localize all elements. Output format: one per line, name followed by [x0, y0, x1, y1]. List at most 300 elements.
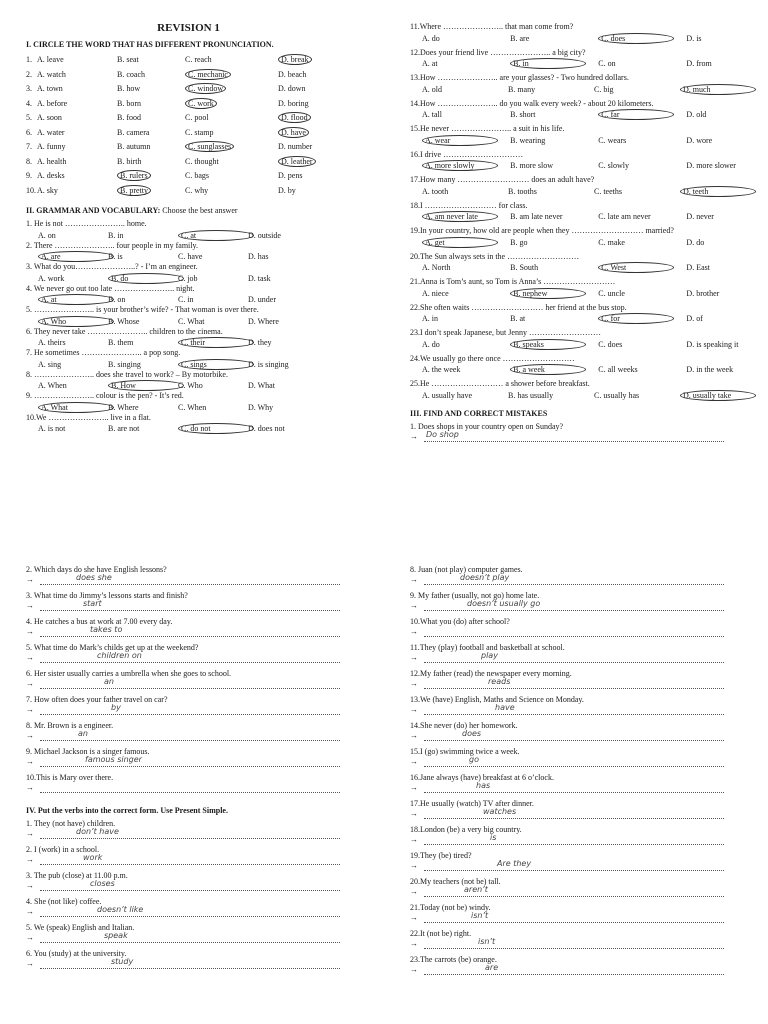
option: [278, 111, 338, 126]
option: [178, 230, 248, 241]
option-text: D. of: [686, 314, 703, 323]
option-text: D. boring: [278, 98, 309, 108]
arrow-icon: →: [26, 705, 34, 714]
option-text: B. are: [510, 33, 530, 43]
answer-options: [410, 58, 750, 69]
option: [508, 186, 594, 197]
option-text: D. brother: [686, 288, 720, 298]
option-text: B. birth: [117, 156, 142, 166]
exercise-item: [410, 851, 745, 874]
question-text: 17.How many ……………………… does an adult have?: [410, 175, 595, 184]
exercise-question: 4. He catches a bus at work at 7.00 every day.: [26, 617, 173, 626]
option-text: B. South: [510, 263, 539, 272]
arrow-icon: →: [26, 757, 34, 766]
arrow-icon: →: [410, 705, 418, 714]
exercise-question: 16.Jane always (have) breakfast at 6 o’clock.: [410, 773, 554, 782]
option: [117, 68, 185, 83]
answer-line: [26, 959, 356, 972]
option-text: B. them: [108, 338, 134, 347]
section4-list: [26, 819, 356, 972]
answer-options: [26, 316, 351, 327]
answer-line: [410, 627, 745, 640]
exercise-item: [410, 591, 745, 614]
section3-right-list: [410, 565, 745, 978]
section3-left-list: [26, 565, 356, 796]
option: [38, 337, 108, 348]
option-text: A. usually have: [422, 390, 472, 400]
exercise-question: 18.London (be) a very big country.: [410, 825, 522, 834]
option-text: A. tall: [422, 110, 442, 119]
item-number: 7.: [26, 142, 32, 151]
handwritten-answer: study: [111, 957, 134, 966]
exercise-item: [410, 695, 745, 718]
option-text: B. autumn: [117, 142, 151, 151]
option-text: B. has usually: [508, 390, 554, 400]
pronunciation-row: [26, 155, 351, 170]
option-text: C. What: [178, 316, 205, 326]
option: [510, 160, 598, 171]
section4-title: IV. Put the verbs into the correct form. Use Present Simple.: [26, 806, 228, 815]
option: [422, 364, 510, 375]
option: [185, 53, 278, 68]
answer-line: [26, 679, 356, 692]
option: [278, 82, 338, 97]
handwritten-answer: start: [83, 599, 102, 608]
option: [686, 211, 750, 222]
option: [510, 288, 598, 299]
answer-options: [26, 337, 351, 348]
option-text: B. go: [510, 237, 528, 247]
option: [594, 84, 680, 95]
answer-options: [410, 288, 750, 299]
answer-line: [410, 809, 745, 822]
option-text: A. work: [38, 273, 65, 283]
option: [185, 126, 278, 141]
option: [598, 262, 686, 273]
option-text: C. make: [598, 237, 625, 247]
option: [278, 184, 338, 199]
question-text: 10.We ………………….. live in a flat.: [26, 412, 151, 422]
answer-line: [26, 783, 356, 796]
option-text: C. bags: [185, 171, 209, 180]
option: [422, 211, 510, 222]
item-number: 1.: [26, 55, 32, 64]
circled-option: C. at: [178, 230, 254, 241]
option: [37, 140, 117, 155]
option-text: B. in: [108, 230, 124, 240]
option-text: D. Where: [248, 316, 279, 326]
option-text: A. health: [37, 156, 67, 166]
answer-options: [410, 84, 750, 95]
exercise-question: 7. How often does your father travel on car?: [26, 695, 168, 704]
answer-line: [410, 575, 745, 588]
answer-line: [410, 861, 745, 874]
option-text: D. is singing: [248, 359, 289, 369]
option-text: D. from: [686, 59, 712, 68]
option-text: C. in: [178, 295, 194, 304]
option: [37, 111, 117, 126]
option: [185, 140, 278, 155]
option-text: A. in: [422, 314, 438, 323]
exercise-question: 3. The pub (close) at 11.00 p.m.: [26, 871, 128, 880]
dotted-line: [40, 784, 340, 793]
answer-options: [410, 33, 750, 44]
exercise-question: 9. Michael Jackson is a singer famous.: [26, 747, 150, 756]
option: [422, 288, 510, 299]
option-text: C. When: [178, 402, 207, 412]
exercise-item: [410, 903, 745, 926]
answer-line: [410, 601, 745, 614]
option-text: D. down: [278, 84, 306, 93]
arrow-icon: →: [410, 913, 418, 922]
arrow-icon: →: [26, 907, 34, 916]
option-text: A. leave: [37, 55, 64, 64]
option: [686, 339, 750, 350]
exercise-item: [410, 773, 745, 796]
option: [598, 364, 686, 375]
option: [510, 262, 598, 273]
dotted-line: [424, 784, 724, 793]
option: [510, 237, 598, 248]
option-text: C. Who: [178, 381, 203, 390]
arrow-icon: →: [410, 783, 418, 792]
option: [178, 337, 248, 348]
exercise-item: [26, 721, 356, 744]
exercise-item: [410, 799, 745, 822]
answer-options: [26, 380, 351, 391]
exercise-item: [410, 825, 745, 848]
section3-title: III. FIND AND CORRECT MISTAKES: [410, 408, 548, 418]
arrow-icon: →: [26, 601, 34, 610]
option-text: B. at: [510, 314, 526, 323]
option: [686, 109, 750, 120]
arrow-icon: →: [410, 431, 418, 441]
answer-options: [410, 160, 750, 171]
option: [598, 160, 686, 171]
arrow-icon: →: [26, 881, 34, 890]
handwritten-answer: reads: [488, 677, 511, 686]
circled-option: C. window: [185, 83, 226, 94]
option-text: B. tooths: [508, 186, 537, 196]
section3-first-item: [410, 422, 750, 445]
option: [598, 237, 686, 248]
option-text: A. sing: [38, 359, 62, 369]
dotted-line: [424, 680, 724, 689]
pronunciation-row: [26, 68, 351, 83]
arrow-icon: →: [26, 679, 34, 688]
option-text: B. camera: [117, 127, 150, 137]
option: [178, 402, 248, 413]
dotted-line: [424, 810, 724, 819]
option-text: B. many: [508, 84, 536, 94]
option: [117, 82, 185, 97]
option-text: C. thought: [185, 156, 219, 166]
option: [37, 53, 117, 68]
top-right-column: [410, 22, 750, 448]
option-text: B. born: [117, 98, 141, 108]
handwritten-answer: speak: [104, 931, 128, 940]
circled-option: C. mechanic: [185, 69, 231, 80]
option-text: A. do: [422, 33, 440, 43]
dotted-line: [424, 940, 724, 949]
answer-options: [410, 109, 750, 120]
option: [117, 126, 185, 141]
page-title: REVISION 1: [157, 22, 220, 34]
dotted-line: [40, 908, 340, 917]
circled-option: D. flood: [278, 112, 311, 123]
option: [422, 58, 510, 69]
exercise-question: 1. They (not have) children.: [26, 819, 116, 828]
question-text: 5. ………………….. is your brother’s wife? - That woman is over there.: [26, 305, 259, 314]
exercise-question: 8. Mr. Brown is a engineer.: [26, 721, 114, 730]
option-text: C. job: [178, 273, 198, 283]
exercise-item: [26, 617, 356, 640]
option: [117, 169, 185, 184]
pronunciation-row: [26, 111, 351, 126]
arrow-icon: →: [410, 835, 418, 844]
answer-line: [26, 933, 356, 946]
option: [278, 97, 338, 112]
answer-options: [410, 135, 750, 146]
option-text: B. short: [510, 110, 536, 119]
arrow-icon: →: [410, 809, 418, 818]
handwritten-answer: Are they: [497, 859, 532, 868]
option: [278, 126, 338, 141]
option: [422, 339, 510, 350]
dotted-line: [40, 934, 340, 943]
circled-option: B. do: [108, 273, 184, 284]
answer-line: [410, 965, 745, 978]
answer-options: [26, 230, 351, 241]
option: [278, 53, 338, 68]
option-text: D. under: [248, 295, 276, 304]
option-text: B. is: [108, 252, 123, 261]
question-text: 1. He is not ………………….. home.: [26, 219, 147, 228]
option-text: D. beach: [278, 69, 307, 79]
option-text: B. singing: [108, 359, 141, 369]
option-text: B. wearing: [510, 135, 546, 145]
exercise-question: 5. We (speak) English and Italian.: [26, 923, 135, 932]
option-text: A. sky: [37, 185, 58, 195]
option: [108, 273, 178, 284]
option-text: B. Whose: [108, 316, 140, 326]
option-text: D. outside: [248, 230, 281, 240]
answer-options: [410, 237, 750, 248]
exercise-question: 6. You (study) at the university.: [26, 949, 127, 958]
exercise-question: 12.My father (read) the newspaper every morning.: [410, 669, 572, 678]
exercise-item: [410, 422, 750, 445]
exercise-item: [410, 617, 745, 640]
option: [686, 262, 750, 273]
dotted-line: [424, 836, 724, 845]
option-text: B. on: [108, 295, 126, 304]
option-text: C. late am never: [598, 212, 651, 221]
item-number: 3.: [26, 84, 32, 93]
option: [178, 423, 248, 434]
handwritten-answer: isn’t: [471, 911, 489, 920]
question-text: 12.Does your friend live ………………….. a big city?: [410, 47, 586, 57]
circled-option: B. speaks: [510, 339, 586, 350]
answer-line: [26, 601, 356, 614]
circled-option: D. much: [680, 84, 756, 95]
question-text: 9. ………………….. colour is the pen? - It’s red.: [26, 391, 184, 400]
exercise-question: 22.It (not be) right.: [410, 929, 472, 938]
answer-line: [410, 835, 745, 848]
exercise-item: [410, 747, 745, 770]
exercise-question: 2. Which days do she have English lessons?: [26, 565, 167, 574]
option: [686, 313, 750, 324]
answer-options: [26, 359, 351, 370]
option: [117, 53, 185, 68]
option: [686, 160, 750, 171]
option-text: C. big: [594, 84, 614, 94]
option-text: D. pens: [278, 171, 303, 180]
circled-option: C. their: [178, 337, 254, 348]
circled-option: C. do not: [178, 423, 254, 434]
arrow-icon: →: [410, 757, 418, 766]
option: [510, 135, 598, 146]
exercise-item: [26, 695, 356, 718]
exercise-item: [26, 949, 356, 972]
option: [38, 380, 108, 391]
option: [185, 155, 278, 170]
question-text: 6. They never take ………………….. children to the cinema.: [26, 326, 223, 336]
circled-option: D. teeth: [680, 186, 756, 197]
option: [422, 135, 510, 146]
option: [178, 359, 248, 370]
exercise-item: [26, 845, 356, 868]
arrow-icon: →: [26, 783, 34, 792]
dotted-line: [424, 654, 724, 663]
option-text: D. is: [686, 33, 702, 43]
option: [185, 184, 278, 199]
answer-line: [410, 887, 745, 900]
option: [508, 390, 594, 401]
option-text: B. how: [117, 84, 141, 93]
option: [598, 109, 686, 120]
option: [178, 273, 248, 284]
dotted-line: [424, 628, 724, 637]
option-text: B. more slow: [510, 161, 554, 170]
option-text: B. coach: [117, 69, 145, 79]
option: [185, 111, 278, 126]
question-text: 3. What do you…………………..? - I’m an engineer.: [26, 262, 198, 271]
option-text: B. food: [117, 113, 141, 122]
dotted-line: [40, 680, 340, 689]
option: [178, 380, 248, 391]
option: [248, 359, 318, 370]
option: [248, 380, 318, 391]
arrow-icon: →: [26, 855, 34, 864]
exercise-question: 9. My father (usually, not go) home late.: [410, 591, 540, 600]
option-text: D. they: [248, 338, 272, 347]
handwritten-answer: by: [111, 703, 121, 712]
option: [38, 359, 108, 370]
handwritten-answer: go: [469, 755, 479, 764]
circled-option: D. usually take: [680, 390, 756, 401]
option: [108, 359, 178, 370]
option: [38, 316, 108, 327]
exercise-question: 5. What time do Mark’s childs get up at the weekend?: [26, 643, 199, 652]
arrow-icon: →: [26, 829, 34, 838]
option-text: C. uncle: [598, 288, 625, 298]
exercise-item: [26, 923, 356, 946]
option: [108, 337, 178, 348]
option-text: A. North: [422, 263, 451, 272]
option-text: B. seat: [117, 55, 139, 64]
option: [117, 184, 185, 199]
option: [686, 33, 750, 44]
handwritten-answer: isn’t: [478, 937, 496, 946]
exercise-question: 10.What you (do) after school?: [410, 617, 510, 626]
answer-line: [410, 731, 745, 744]
option: [248, 251, 318, 262]
option-text: D. What: [248, 381, 275, 390]
circled-option: C. far: [598, 109, 674, 120]
question-text: 2. There ………………….. four people in my family.: [26, 240, 198, 250]
option: [598, 339, 686, 350]
option: [38, 402, 108, 413]
circled-option: D. have: [278, 127, 309, 138]
option: [108, 402, 178, 413]
handwritten-answer: famous singer: [85, 755, 142, 764]
option-text: A. before: [37, 98, 68, 108]
circled-option: A. more slowly: [422, 160, 498, 171]
circled-option: A. get: [422, 237, 498, 248]
exercise-item: [26, 773, 356, 796]
question-text: 25.He ……………………… a shower before breakfast.: [410, 379, 590, 388]
pronunciation-row: [26, 97, 351, 112]
option: [510, 109, 598, 120]
option-text: C. have: [178, 252, 203, 261]
option: [108, 251, 178, 262]
exercise-item: [410, 669, 745, 692]
circled-option: C. work: [185, 98, 217, 109]
exercise-item: [26, 819, 356, 842]
arrow-icon: →: [26, 575, 34, 584]
arrow-icon: →: [410, 601, 418, 610]
option: [38, 230, 108, 241]
answer-options: [410, 186, 750, 197]
answer-line: [26, 855, 356, 868]
item-number: 2.: [26, 69, 32, 79]
option-text: A. water: [37, 127, 65, 137]
option: [422, 84, 508, 95]
handwritten-answer: doesn’t usually go: [467, 599, 541, 608]
circled-option: A. Who: [38, 316, 114, 327]
option-text: A. soon: [37, 113, 62, 122]
answer-line: [26, 829, 356, 842]
circled-option: D. break: [278, 54, 312, 65]
section2-list: [26, 219, 351, 434]
exercise-question: 2. I (work) in a school.: [26, 845, 100, 854]
option: [680, 84, 750, 95]
option-text: C. on: [598, 59, 616, 68]
option: [422, 237, 510, 248]
question-text: 13.How ………………….. are your glasses? - Two hundred dollars.: [410, 73, 629, 82]
option: [185, 169, 278, 184]
circled-option: B. a week: [510, 364, 586, 375]
option: [510, 33, 598, 44]
option: [117, 97, 185, 112]
handwritten-answer: children on: [97, 651, 142, 660]
answer-line: [26, 757, 356, 770]
option: [37, 169, 117, 184]
option: [178, 294, 248, 305]
option-text: D. in the week: [686, 365, 734, 374]
answer-line: [26, 575, 356, 588]
option: [510, 364, 598, 375]
